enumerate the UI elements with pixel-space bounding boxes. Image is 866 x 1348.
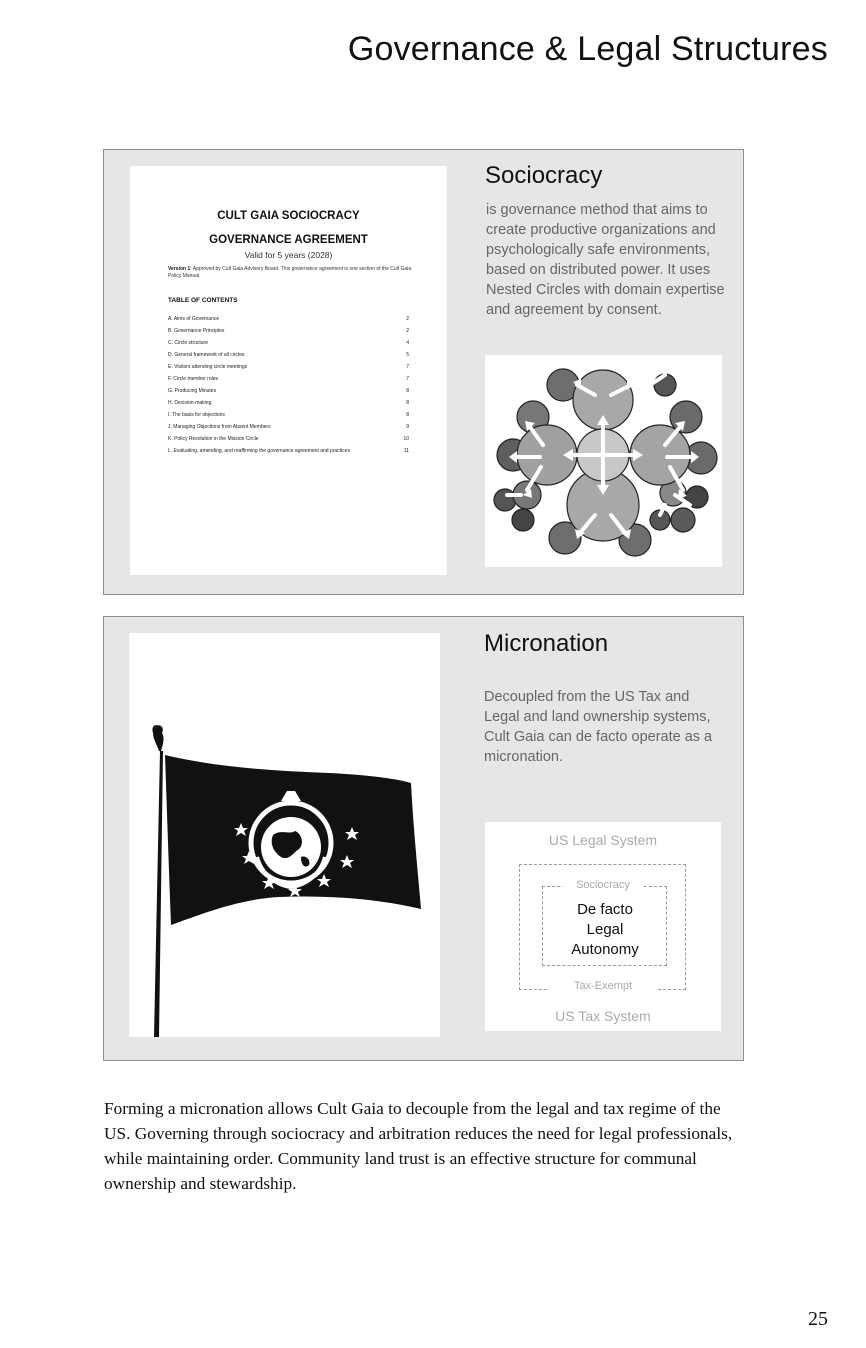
toc-row (168, 376, 409, 388)
sociocracy-description: is governance method that aims to create productive organizations and psychologically safe environments, based on distributed power. It uses Nested Circles with domain expertise and agreement by consent. (486, 202, 725, 318)
flag-illustration (129, 633, 440, 1037)
document-title-line1: CULT GAIA SOCIOCRACY (217, 210, 360, 222)
nested-circles-illustration (485, 355, 722, 567)
diagram-sociocracy: Sociocracy (563, 879, 643, 891)
toc-label: F. Circle member roles (168, 376, 219, 382)
governance-agreement-document (130, 166, 447, 575)
sociocracy-heading: Sociocracy (485, 162, 603, 189)
flag-image (129, 633, 440, 1037)
toc-label: D. General framework of all circles (168, 352, 245, 358)
toc-row (168, 400, 409, 412)
diagram-center-label (542, 900, 668, 960)
diagram-us-legal-system: US Legal System (548, 832, 658, 848)
toc-page: 8 (406, 388, 409, 394)
toc-page: 4 (406, 340, 409, 346)
micronation-panel (103, 616, 744, 1061)
toc-row (168, 388, 409, 400)
toc-page: 11 (403, 448, 409, 454)
toc-label: E. Visitors attending circle meetings (168, 364, 248, 370)
toc-heading: TABLE OF CONTENTS (168, 297, 238, 304)
toc-label: I. The basis for objections (168, 412, 225, 418)
diagram-center-line1: De facto (577, 901, 633, 918)
toc-label: A. Aims of Governance (168, 316, 220, 322)
nested-circles-diagram (485, 355, 722, 567)
document-title-line2: GOVERNANCE AGREEMENT (209, 234, 368, 246)
toc-row (168, 436, 409, 448)
document-valid-text: Valid for 5 years (2028) (244, 250, 333, 260)
toc-label: H. Decision-making (168, 400, 212, 406)
toc-row (168, 412, 409, 424)
toc-page: 2 (406, 328, 409, 334)
diagram-center-line2: Legal (586, 921, 624, 938)
toc-label: B. Governance Principles (168, 328, 225, 334)
toc-page: 8 (406, 412, 409, 418)
toc-label: C. Circle structure (168, 340, 209, 346)
sociocracy-panel (103, 149, 744, 595)
toc-row (168, 328, 409, 340)
toc-page: 10 (403, 436, 409, 442)
toc-page: 9 (406, 424, 409, 430)
toc-page: 8 (406, 400, 409, 406)
micronation-heading: Micronation (484, 630, 609, 657)
nested-systems-diagram (485, 822, 721, 1031)
toc-row (168, 448, 409, 460)
page-caption: Forming a micronation allows Cult Gaia to decouple from the legal and tax regime of the US. Governing through sociocracy and arbitration reduces the need for legal professionals, while maintaining order. Community land trust is an effective structure for communal ownership and stewardship. (104, 1099, 733, 1193)
diagram-tax-exempt: Tax-Exempt (549, 980, 657, 992)
page-title: Governance & Legal Structures (347, 30, 828, 68)
toc-label: J. Managing Objections from Absent Members (168, 424, 271, 430)
page-number: 25 (808, 1308, 828, 1330)
document-version-text (168, 266, 413, 280)
toc-list (168, 316, 409, 460)
document-version-label: Version 1 (168, 266, 191, 272)
toc-row (168, 316, 409, 328)
toc-page: 7 (406, 364, 409, 370)
toc-page: 5 (406, 352, 409, 358)
toc-row (168, 424, 409, 436)
micronation-description: Decoupled from the US Tax and Legal and land ownership systems, Cult Gaia can de facto operate as a micronation. (484, 689, 713, 765)
diagram-center-line3: Autonomy (571, 941, 639, 958)
diagram-us-tax-system: US Tax System (555, 1008, 651, 1024)
toc-label: L. Evaluating, amending, and reaffirming the governance agreement and practices (168, 448, 350, 454)
toc-label: G. Producing Minutes (168, 388, 217, 394)
document-version-description: : Approved by Cult Gaia Advisory Board. This governance agreement is one section of the Cult Gaia Policy Manual. (168, 266, 412, 279)
toc-page: 7 (406, 376, 409, 382)
toc-row (168, 364, 409, 376)
toc-row (168, 352, 409, 364)
toc-page: 2 (406, 316, 409, 322)
toc-row (168, 340, 409, 352)
toc-label: K. Policy Resolution in the Mission Circle (168, 436, 259, 442)
